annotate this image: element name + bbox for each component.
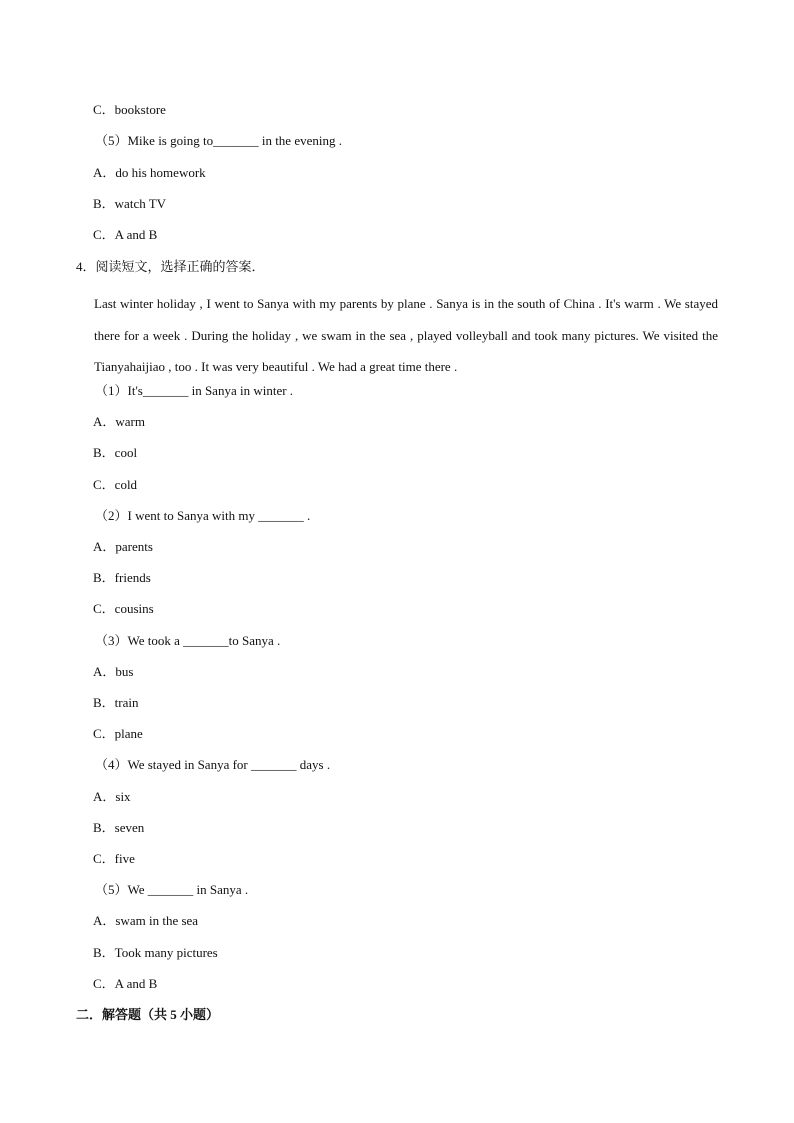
- option-c: C．A and B: [93, 976, 158, 991]
- option-b: B．cool: [93, 445, 138, 460]
- option-c: C．bookstore: [93, 102, 166, 117]
- option-c: C．cold: [93, 477, 138, 492]
- option-c: C．cousins: [93, 601, 154, 616]
- question-heading: 4．阅读短文，选择正确的答案．: [76, 259, 265, 274]
- option-a: A．six: [93, 789, 131, 804]
- option-b: B．seven: [93, 820, 145, 835]
- question-stem: （2）I went to Sanya with my _______ .: [95, 508, 311, 523]
- option-a: A．bus: [93, 664, 134, 679]
- option-c: C．five: [93, 851, 135, 866]
- option-a: A．swam in the sea: [93, 913, 199, 928]
- question-stem: （3）We took a _______to Sanya .: [95, 633, 281, 648]
- option-a: A．warm: [93, 414, 145, 429]
- option-b: B．Took many pictures: [93, 945, 218, 960]
- section-heading: 二．解答题（共 5 小题）: [76, 1007, 220, 1022]
- option-c: C．plane: [93, 726, 143, 741]
- reading-passage: Last winter holiday , I went to Sanya with my parents by plane . Sanya is in the south of China . It's warm . We stayed there for a week . During the holiday , we swam in the sea , played volleyball and took many pictures. We visited the Tianyahaijiao , too . It was very beautiful . We had a great time there .: [94, 296, 718, 374]
- option-b: B．train: [93, 695, 139, 710]
- option-b: B．watch TV: [93, 196, 167, 211]
- question-stem: （5）Mike is going to_______ in the evening .: [95, 133, 342, 148]
- question-stem: （5）We _______ in Sanya .: [95, 882, 249, 897]
- question-stem: （4）We stayed in Sanya for _______ days .: [95, 757, 331, 772]
- option-b: B．friends: [93, 570, 151, 585]
- option-a: A．do his homework: [93, 165, 206, 180]
- question-stem: （1）It's_______ in Sanya in winter .: [95, 383, 294, 398]
- option-c: C．A and B: [93, 227, 158, 242]
- option-a: A．parents: [93, 539, 153, 554]
